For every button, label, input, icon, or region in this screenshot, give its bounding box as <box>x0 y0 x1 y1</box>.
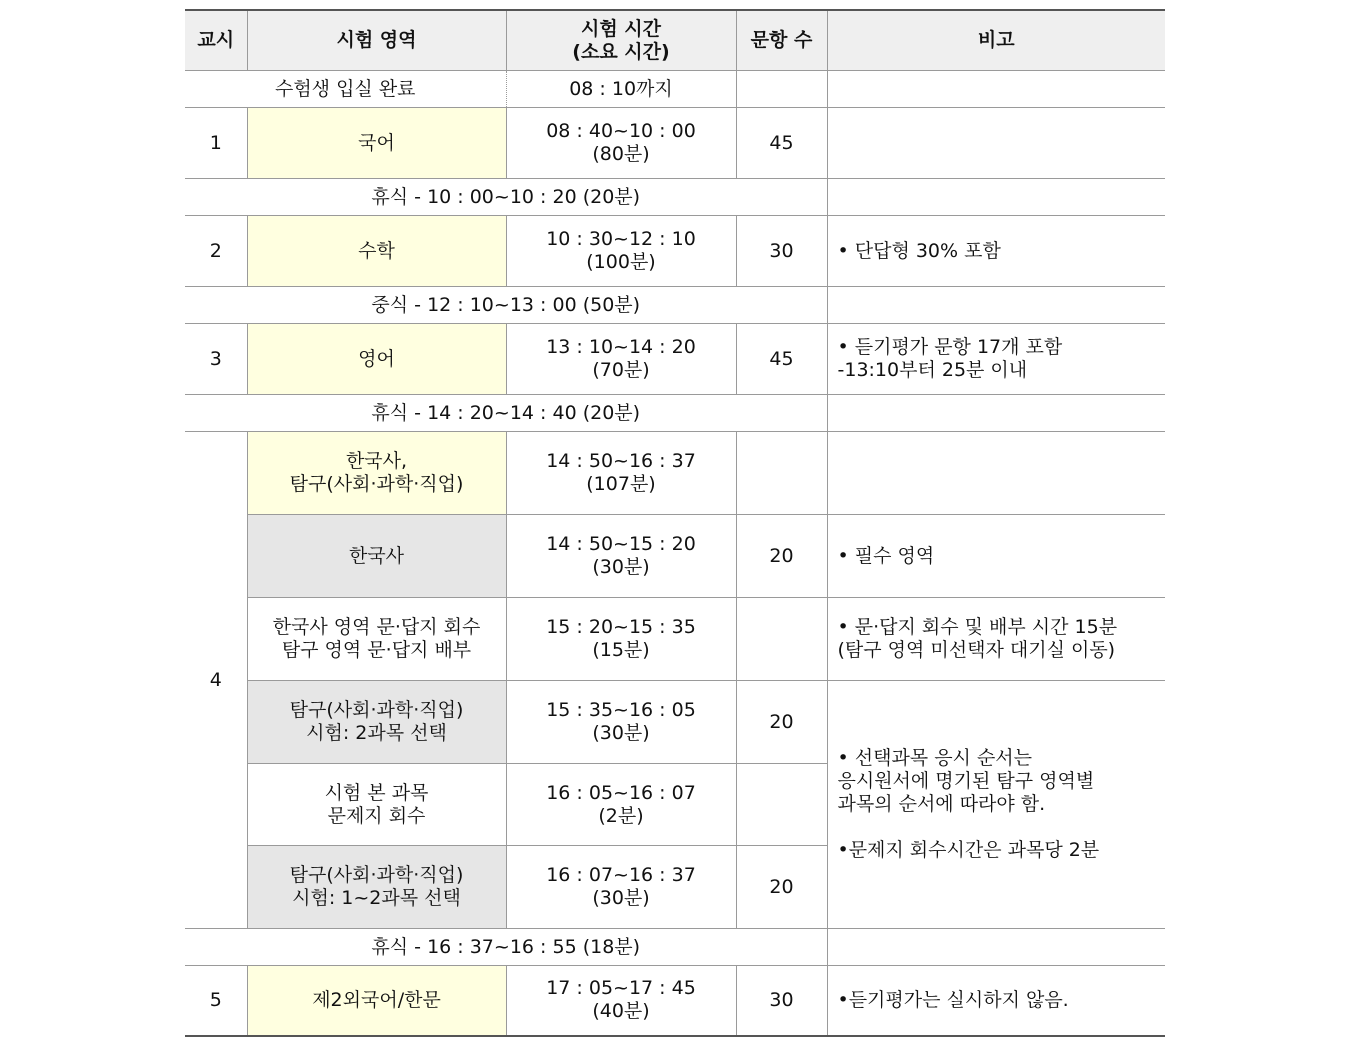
period-2-note: • 단답형 30% 포함 <box>827 216 1165 287</box>
period-4-area-2: 한국사 <box>247 515 506 598</box>
period-3-count: 45 <box>736 324 827 395</box>
period-4-count-6: 20 <box>736 846 827 929</box>
period-4-count-1 <box>736 432 827 515</box>
period-5-time: 17 : 05~17 : 45 (40분) <box>506 966 736 1036</box>
break-3-label: 휴식 - 16 : 37~16 : 55 (18분) <box>185 929 827 966</box>
period-4-time-1: 14 : 50~16 : 37 (107분) <box>506 432 736 515</box>
period-3-row <box>185 324 1165 395</box>
period-4-count-3 <box>736 598 827 681</box>
entry-note <box>827 71 1165 108</box>
period-5-number: 5 <box>185 966 247 1036</box>
period-3-note: • 듣기평가 문항 17개 포함 -13:10부터 25분 이내 <box>827 324 1165 395</box>
entry-time: 08 : 10까지 <box>506 71 736 108</box>
break-3-note <box>827 929 1165 966</box>
exam-schedule-table <box>185 9 1165 1037</box>
period-2-count: 30 <box>736 216 827 287</box>
header-period: 교시 <box>185 10 247 71</box>
period-5-row <box>185 966 1165 1036</box>
lunch-row <box>185 287 1165 324</box>
period-4-note-1 <box>827 432 1165 515</box>
break-1-note <box>827 179 1165 216</box>
lunch-note <box>827 287 1165 324</box>
period-4-time-3: 15 : 20~15 : 35 (15분) <box>506 598 736 681</box>
period-3-area: 영어 <box>247 324 506 395</box>
period-2-row <box>185 216 1165 287</box>
period-4-area-6: 탐구(사회·과학·직업) 시험: 1~2과목 선택 <box>247 846 506 929</box>
period-4-area-1: 한국사, 탐구(사회·과학·직업) <box>247 432 506 515</box>
period-4-area-4: 탐구(사회·과학·직업) 시험: 2과목 선택 <box>247 681 506 764</box>
period-4-count-2: 20 <box>736 515 827 598</box>
break-1-label: 휴식 - 10 : 00~10 : 20 (20분) <box>185 179 827 216</box>
break-2-label: 휴식 - 14 : 20~14 : 40 (20분) <box>185 395 827 432</box>
break-2-note <box>827 395 1165 432</box>
period-2-area: 수학 <box>247 216 506 287</box>
period-4-row-1 <box>185 432 1165 515</box>
header-time: 시험 시간 (소요 시간) <box>506 10 736 71</box>
header-area: 시험 영역 <box>247 10 506 71</box>
period-4-time-5: 16 : 05~16 : 07 (2분) <box>506 764 736 846</box>
entry-row <box>185 71 1165 108</box>
lunch-label: 중식 - 12 : 10~13 : 00 (50분) <box>185 287 827 324</box>
period-4-note-2: • 필수 영역 <box>827 515 1165 598</box>
period-3-number: 3 <box>185 324 247 395</box>
break-1-row <box>185 179 1165 216</box>
period-1-row <box>185 108 1165 179</box>
period-1-number: 1 <box>185 108 247 179</box>
period-2-number: 2 <box>185 216 247 287</box>
entry-label: 수험생 입실 완료 <box>185 71 506 108</box>
break-2-row <box>185 395 1165 432</box>
header-row <box>185 10 1165 71</box>
period-4-time-6: 16 : 07~16 : 37 (30분) <box>506 846 736 929</box>
period-1-area: 국어 <box>247 108 506 179</box>
period-1-time: 08 : 40~10 : 00 (80분) <box>506 108 736 179</box>
period-4-row-4 <box>185 681 1165 764</box>
period-4-merged-note: • 선택과목 응시 순서는 응시원서에 명기된 탐구 영역별 과목의 순서에 따라야 함. •문제지 회수시간은 과목당 2분 <box>827 681 1165 929</box>
period-4-area-3: 한국사 영역 문·답지 회수 탐구 영역 문·답지 배부 <box>247 598 506 681</box>
period-4-time-2: 14 : 50~15 : 20 (30분) <box>506 515 736 598</box>
period-4-time-4: 15 : 35~16 : 05 (30분) <box>506 681 736 764</box>
break-3-row <box>185 929 1165 966</box>
period-4-area-5: 시험 본 과목 문제지 회수 <box>247 764 506 846</box>
period-4-note-3: • 문·답지 회수 및 배부 시간 15분 (탐구 영역 미선택자 대기실 이동) <box>827 598 1165 681</box>
period-3-time: 13 : 10~14 : 20 (70분) <box>506 324 736 395</box>
period-5-count: 30 <box>736 966 827 1036</box>
period-1-count: 45 <box>736 108 827 179</box>
period-2-time: 10 : 30~12 : 10 (100분) <box>506 216 736 287</box>
period-4-count-5 <box>736 764 827 846</box>
period-5-area: 제2외국어/한문 <box>247 966 506 1036</box>
period-4-number: 4 <box>185 432 247 929</box>
period-4-row-3 <box>185 598 1165 681</box>
header-note: 비고 <box>827 10 1165 71</box>
period-4-row-2 <box>185 515 1165 598</box>
entry-count <box>736 71 827 108</box>
period-4-count-4: 20 <box>736 681 827 764</box>
header-count: 문항 수 <box>736 10 827 71</box>
period-1-note <box>827 108 1165 179</box>
period-5-note: •듣기평가는 실시하지 않음. <box>827 966 1165 1036</box>
